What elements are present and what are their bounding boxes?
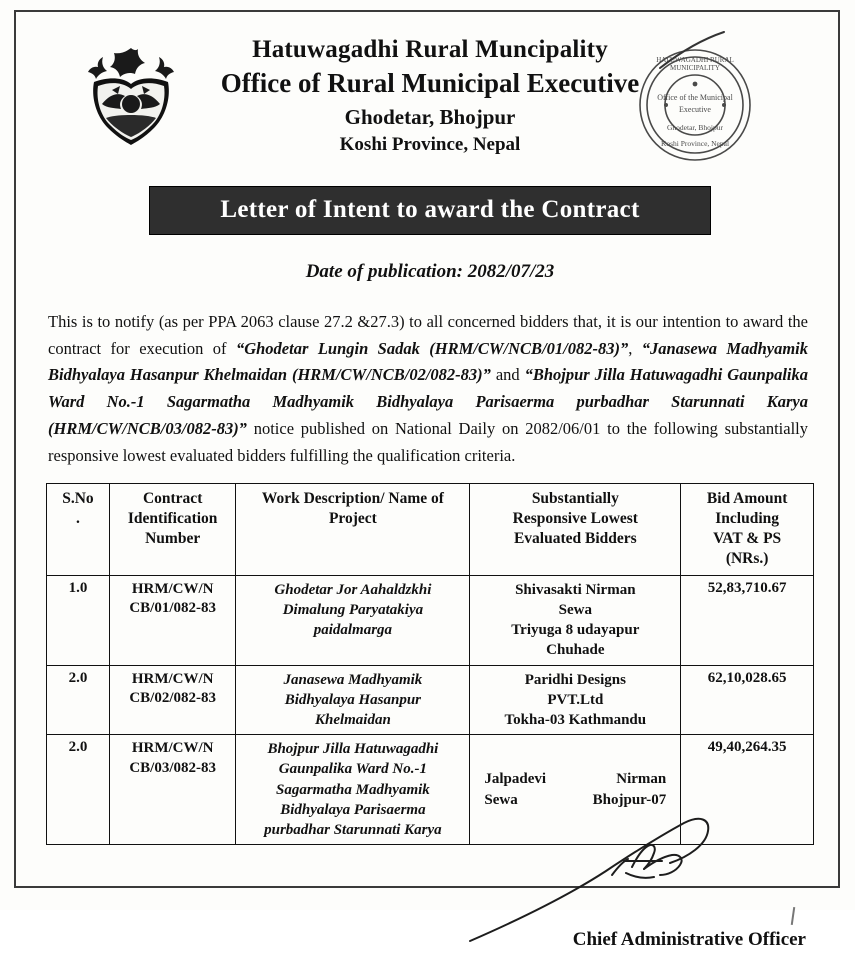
row-bidder [470, 735, 681, 844]
contract-quote-1: “Ghodetar Lungin Sadak (HRM/CW/NCB/01/082-83)” [235, 338, 629, 358]
paragraph-part-1: This is to notify (as per PPA 2063 clause 27.2 &27.3) to all concerned bidders that, it is our intention to award the contract for execution of [48, 312, 808, 358]
row-work-description-line1: Bhojpur Jilla Hatuwagadhi [267, 741, 439, 758]
row-bidder-line3: Triyuga 8 udayapur [511, 622, 640, 639]
column-header-contract-id-line2: Identification [127, 510, 218, 528]
row-work-description-line2: Gaunpalika Ward No.-1 [278, 761, 428, 778]
svg-text:MUNICIPALITY: MUNICIPALITY [670, 64, 720, 72]
column-header-bidders-line1: Substantially [531, 490, 619, 508]
row-bid-amount: 62,10,028.65 [681, 665, 814, 735]
row-work-description-line3: paidalmarga [313, 621, 393, 638]
column-header-contract-id [109, 484, 236, 575]
table-row [47, 735, 814, 844]
table-row [47, 665, 814, 735]
svg-text:Executive: Executive [679, 105, 711, 114]
column-header-sno [47, 484, 110, 575]
svg-text:Office of the Municipal: Office of the Municipal [657, 93, 733, 102]
row-bidder-line2: PVT.Ltd [547, 691, 604, 708]
paragraph-sep-1: , [628, 338, 642, 358]
row-contract-id-line1: HRM/CW/N [131, 740, 214, 757]
column-header-work-description [236, 484, 470, 575]
row-contract-id-line2: CB/02/082-83 [129, 690, 216, 707]
row-bidder-line1: Shivasakti Nirman [515, 581, 636, 598]
row-bidder-line1: Jalpadevi Nirman [484, 771, 667, 788]
row-bidder [470, 665, 681, 735]
row-work-description-line1: Janasewa Madhyamik [283, 671, 423, 688]
row-sno: 2.0 [47, 665, 110, 735]
row-work-description-line3: Khelmaidan [314, 711, 391, 728]
row-sno: 1.0 [47, 575, 110, 665]
row-contract-id-line1: HRM/CW/N [131, 670, 214, 687]
row-bid-amount: 49,40,264.35 [681, 735, 814, 844]
row-contract-id-line2: CB/01/082-83 [129, 600, 216, 617]
row-contract-id [109, 735, 236, 844]
notice-paragraph [46, 309, 814, 469]
column-header-work-description-line1: Work Description/ Name of [261, 490, 444, 508]
table-header-row [47, 484, 814, 575]
row-contract-id-line2: CB/03/082-83 [129, 759, 216, 776]
org-name-line1: Hatuwagadhi Rural Muncipality [252, 36, 608, 63]
row-bidder-line3: Tokha-03 Kathmandu [504, 712, 647, 729]
column-header-bidders-line2: Responsive Lowest [512, 510, 638, 528]
column-header-sno-line2: . [76, 510, 80, 528]
row-contract-id [109, 575, 236, 665]
column-header-bid-amount-line3: VAT & PS [713, 529, 782, 547]
row-sno: 2.0 [47, 735, 110, 844]
column-header-bidders-line3: Evaluated Bidders [513, 529, 637, 547]
row-bidder-line4: Chuhade [546, 642, 605, 659]
official-round-seal-icon [636, 46, 754, 164]
row-bid-amount: 52,83,710.67 [681, 575, 814, 665]
row-work-description-line1: Ghodetar Jor Aahaldzkhi [274, 581, 432, 598]
row-work-description-line2: Bidhyalaya Hasanpur [284, 691, 422, 708]
table-row [47, 575, 814, 665]
column-header-bid-amount-line1: Bid Amount [706, 490, 788, 508]
column-header-contract-id-line3: Number [145, 529, 201, 547]
column-header-bidders [470, 484, 681, 575]
column-header-work-description-line2: Project [328, 510, 377, 528]
publication-date: Date of publication: 2082/07/23 [305, 261, 555, 282]
row-work-description-line2: Dimalung Paryatakiya [282, 601, 424, 618]
contract-quote-2: “Janasewa Madhyamik Bidhyalaya Hasanpur Khelmaidan (HRM/CW/NCB/02/082-83)” [48, 338, 808, 385]
org-address-line: Ghodetar, Bhojpur [344, 105, 516, 129]
signatory-title: Chief Administrative Officer [572, 928, 806, 950]
org-name-line2: Office of Rural Municipal Executive [220, 68, 640, 98]
column-header-contract-id-line1: Contract [142, 490, 203, 508]
paragraph-part-2: notice published on National Daily on 2082/06/01 to the following substantially responsive lowest evaluated bidders fulfilling the qualification criteria. [48, 418, 808, 465]
row-contract-id [109, 665, 236, 735]
row-work-description [236, 735, 470, 844]
row-work-description [236, 575, 470, 665]
contract-quote-3: “Bhojpur Jilla Hatuwagadhi Gaunpalika Ward No.-1 Sagarmatha Madhyamik Bidhyalaya Parisaerma purbadhar Starunnati Karya (HRM/CW/NCB/03/082-83)” [48, 365, 808, 438]
row-bidder-line2: Sewa [558, 601, 592, 618]
org-province-line: Koshi Province, Nepal [339, 134, 521, 155]
row-work-description [236, 665, 470, 735]
row-work-description-line4: Bidhyalaya Parisaerma [280, 801, 426, 818]
row-work-description-line3: Sagarmatha Madhyamik [276, 781, 430, 798]
paragraph-sep-2: and [490, 365, 525, 385]
row-contract-id-line1: HRM/CW/N [131, 580, 214, 597]
signature-block [46, 851, 814, 959]
page-title: Letter of Intent to award the Contract [149, 186, 711, 235]
svg-text:Ghodetar, Bhojpur: Ghodetar, Bhojpur [667, 123, 723, 132]
document-header [46, 24, 814, 174]
svg-text:HATUWAGADHI RURAL: HATUWAGADHI RURAL [656, 56, 734, 64]
svg-text:Koshi Province, Nepal: Koshi Province, Nepal [660, 139, 730, 148]
bidders-table [46, 483, 814, 845]
document-content [46, 24, 814, 959]
column-header-bid-amount [681, 484, 814, 575]
row-bidder-line2: Sewa Bhojpur-07 [484, 791, 667, 808]
row-bidder-line1: Paridhi Designs [524, 671, 626, 688]
row-bidder [470, 575, 681, 665]
row-work-description-line5: purbadhar Starunnati Karya [264, 821, 442, 838]
nepal-emblem-icon [76, 42, 186, 152]
column-header-bid-amount-line2: Including [715, 510, 780, 528]
column-header-bid-amount-line4: (NRs.) [725, 549, 769, 567]
column-header-sno-line1: S.No [62, 490, 94, 508]
